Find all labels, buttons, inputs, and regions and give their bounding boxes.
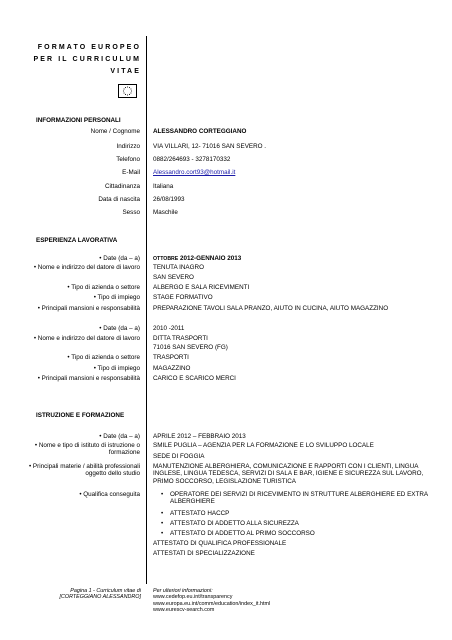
exp1-date	[153, 255, 445, 263]
edu-bullet-text: OPERATORE DEI SERVIZI DI RICEVIMENTO IN STRUTTURE ALBERGHIERE ED EXTRA ALBERGHIERE	[170, 491, 428, 506]
header-line-3: VITAE	[110, 68, 141, 75]
value-sex: Maschile	[153, 209, 178, 216]
edu-institute-1: SMILE PUGLIA – AGENZIA PER LA FORMAZIONE E LO SVILUPPO LOCALE	[153, 442, 374, 449]
exp1-label-duties: • Principali mansioni e responsabilità	[37, 305, 140, 312]
footer-links	[153, 588, 270, 614]
exp2-employer-1: DITTA TRASPORTI	[153, 335, 208, 342]
edu-label-institute: • Nome e tipo di istituto di istruzione o formazione	[34, 442, 140, 457]
edu-label-date: • Date (da – a)	[99, 433, 140, 440]
header-line-1: FORMATO EUROPEO	[37, 44, 141, 51]
edu-bullet-1	[161, 491, 445, 506]
edu-label-qualification: • Qualifica conseguita	[79, 491, 140, 498]
value-email-wrap	[153, 169, 445, 176]
footer-link-1[interactable]: www.cedefop.eu.int/transparency	[153, 594, 233, 601]
section-education-title: ISTRUZIONE E FORMAZIONE	[36, 412, 125, 419]
email-link[interactable]: Alessandro.cort93@hotmail.it	[153, 169, 236, 176]
edu-bullet-4	[161, 530, 445, 537]
footer-link-2[interactable]: www.europa.eu.int/comm/education/index_it.html	[153, 600, 271, 607]
edu-institute-2: SEDE DI FOGGIA	[153, 453, 205, 460]
exp1-label-sector: • Tipo di azienda o settore	[67, 284, 140, 291]
footer-page-line-1: Pagina 1 - Curriculum vitae di	[70, 588, 141, 594]
eu-flag-icon	[118, 84, 137, 98]
exp1-label-date: • Date (da – a)	[99, 255, 140, 262]
footer-info-heading: Per ulteriori informazioni:	[153, 588, 213, 594]
edu-bullet-text: ATTESTATO HACCP	[170, 510, 230, 517]
footer-link-3[interactable]: www.eurescv-search.com	[153, 607, 215, 614]
exp1-label-employer: • Nome e indirizzo del datore di lavoro	[33, 264, 140, 271]
bullet-icon: •	[161, 510, 164, 517]
edu-date: APRILE 2012 – FEBBRAIO 2013	[153, 433, 246, 440]
footer-page-info	[60, 588, 141, 601]
label-sex: Sesso	[122, 209, 140, 216]
edu-subjects: MANUTENZIONE ALBERGHIERA, COMUNICAZIONE E RAPPORTI CON I CLIENTI, LINGUA INGLESE, LINGUA TEDESCA, SERVIZI DI SALA E BAR, IGIENE E SICUREZZA SUL LAVORO, PRIMO SOCCORSO, LEGISLAZIONE TURISTICA	[153, 463, 424, 485]
exp2-date: 2010 -2011	[153, 325, 185, 332]
label-phone: Telefono	[116, 156, 140, 163]
value-phone: 0882/264693 - 3278170332	[153, 156, 231, 163]
exp2-sector: TRASPORTI	[153, 354, 189, 361]
edu-label-subjects: • Principali materie / abilità professionali oggetto dello studio	[28, 463, 140, 478]
exp1-employer-1: TENUTA INAGRO	[153, 264, 204, 271]
edu-bullet-text: ATTESTATO DI ADDETTO AL PRIMO SOCCORSO	[170, 530, 315, 537]
section-personal-title: INFORMAZIONI PERSONALI	[36, 117, 121, 124]
exp1-date-rest: 2012-GENNAIO 2013	[178, 255, 242, 262]
exp1-employer-2: SAN SEVERO	[153, 274, 194, 281]
bullet-icon: •	[161, 491, 164, 498]
edu-extra-1: ATTESTATO DI QUALIFICA PROFESSIONALE	[153, 540, 287, 547]
exp2-label-job: • Tipo di impiego	[93, 365, 140, 372]
exp2-employer-2: 71016 SAN SEVERO (FG)	[153, 344, 228, 351]
value-address: VIA VILLARI, 12- 71016 SAN SEVERO .	[153, 143, 267, 150]
edu-bullet-3	[161, 520, 445, 527]
exp1-date-month: OTTOBRE	[153, 256, 179, 262]
edu-bullet-2	[161, 510, 445, 517]
column-divider	[146, 36, 147, 584]
header-line-2: PER IL CURRICULUM	[33, 56, 141, 63]
exp1-duties: PREPARAZIONE TAVOLI SALA PRANZO, AIUTO IN CUCINA, AIUTO MAGAZZINO	[153, 305, 389, 312]
label-birthdate: Data di nascita	[98, 196, 140, 203]
bullet-icon: •	[161, 530, 164, 537]
footer-page-line-2: [CORTEGGIANO ALESSANDRO]	[59, 594, 141, 601]
value-name: ALESSANDRO CORTEGGIANO	[153, 128, 247, 135]
label-citizenship: Cittadinanza	[104, 183, 140, 190]
exp2-duties: CARICO E SCARICO MERCI	[153, 375, 236, 382]
section-experience-title: ESPERIENZA LAVORATIVA	[36, 237, 118, 244]
exp2-label-sector: • Tipo di azienda o settore	[67, 354, 140, 361]
edu-bullet-text: ATTESTATO DI ADDETTO ALLA SICUREZZA	[170, 520, 299, 527]
exp2-job: MAGAZZINO	[153, 365, 191, 372]
exp1-label-job: • Tipo di impiego	[93, 294, 140, 301]
exp1-job: STAGE FORMATIVO	[153, 294, 213, 301]
exp2-label-duties: • Principali mansioni e responsabilità	[37, 375, 140, 382]
value-birthdate: 26/08/1993	[153, 196, 185, 203]
label-email: E-Mail	[122, 169, 140, 176]
edu-extra-2: ATTESTATI DI SPECIALIZZAZIONE	[153, 550, 255, 557]
value-citizenship: Italiana	[153, 183, 174, 190]
exp2-label-employer: • Nome e indirizzo del datore di lavoro	[33, 335, 140, 342]
bullet-icon: •	[161, 520, 164, 527]
label-name: Nome / Cognome	[90, 128, 140, 135]
exp2-label-date: • Date (da – a)	[99, 325, 140, 332]
label-address: Indirizzo	[116, 143, 140, 150]
exp1-sector: ALBERGO E SALA RICEVIMENTI	[153, 284, 250, 291]
